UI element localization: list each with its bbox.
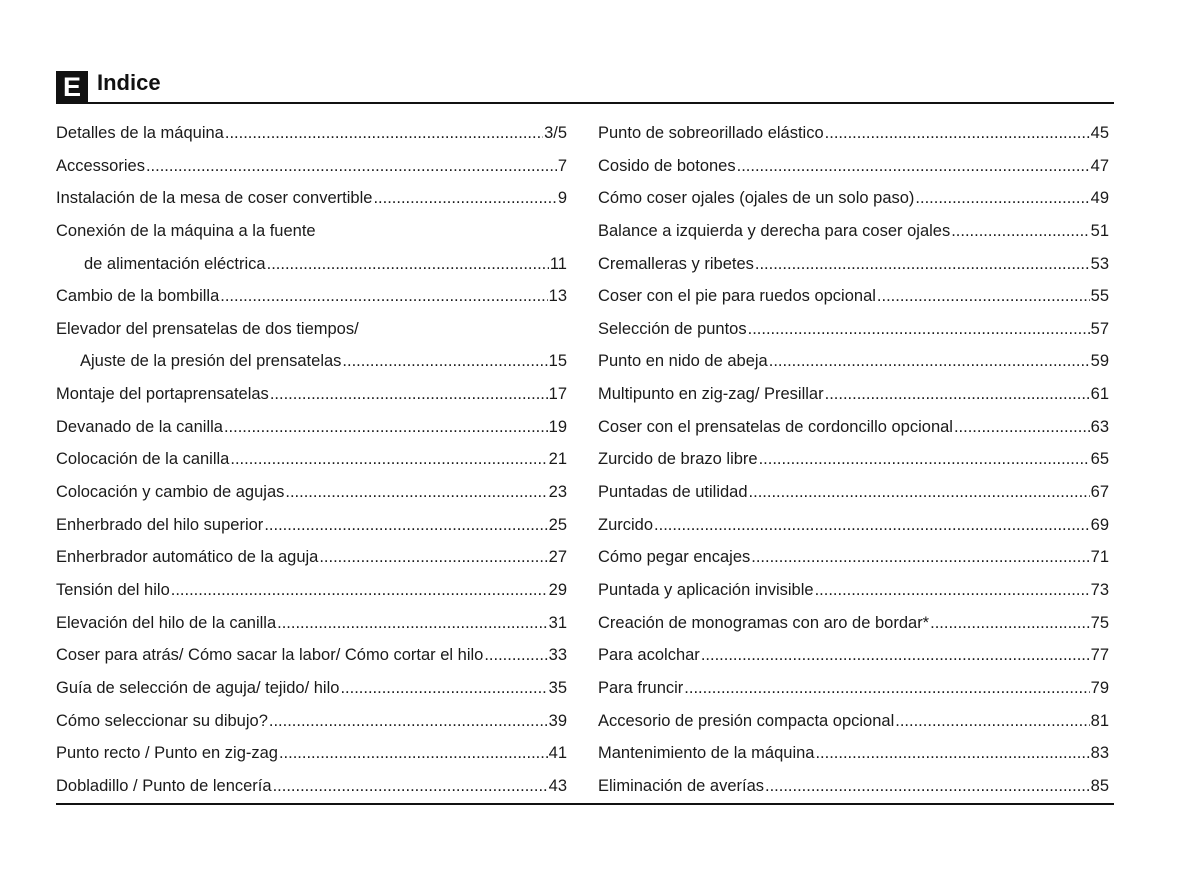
toc-entry-label: Instalación de la mesa de coser convertible <box>56 189 373 208</box>
toc-entry-page: 51 <box>1090 221 1109 240</box>
toc-entry-page: 15 <box>548 352 567 371</box>
toc-entry-label: Accessories <box>56 156 145 175</box>
toc-entry-page: 81 <box>1090 711 1109 730</box>
toc-entry[interactable] <box>598 574 1109 607</box>
toc-entry-label: Cómo pegar encajes <box>598 548 751 567</box>
page-title: Indice <box>97 70 161 95</box>
toc-entry-label: Elevador del prensatelas de dos tiempos/ <box>56 319 359 338</box>
toc-entry-label: Selección de puntos <box>598 319 747 338</box>
toc-leader-dots <box>815 737 1089 770</box>
toc-leader-dots <box>270 378 548 411</box>
language-badge: E <box>56 71 88 102</box>
toc-entry[interactable] <box>56 280 567 313</box>
toc-entry-label: Puntadas de utilidad <box>598 483 748 502</box>
toc-entry[interactable] <box>56 737 567 770</box>
toc-leader-dots <box>340 672 547 705</box>
toc-entry[interactable] <box>598 411 1109 444</box>
toc-entry-page: 21 <box>548 450 567 469</box>
toc-leader-dots <box>171 574 548 607</box>
toc-leader-dots <box>484 639 547 672</box>
toc-entry-label: Detalles de la máquina <box>56 124 224 142</box>
toc-leader-dots <box>654 509 1090 542</box>
toc-entry-label: Eliminación de averías <box>598 776 764 795</box>
toc-entry-label: Para fruncir <box>598 678 684 697</box>
toc-entry-label: Cosido de botones <box>598 156 736 175</box>
toc-right-column <box>598 117 1109 802</box>
toc-entry-page: 67 <box>1090 483 1109 502</box>
toc-entry-page: 65 <box>1090 450 1109 469</box>
toc-entry-page: 29 <box>548 580 567 599</box>
toc-entry-page: 41 <box>548 744 567 763</box>
toc-entry-label: Tensión del hilo <box>56 580 170 599</box>
toc-entry[interactable] <box>56 182 567 215</box>
toc-leader-dots <box>220 280 547 313</box>
toc-entry-page: 11 <box>549 254 567 273</box>
toc-leader-dots <box>765 770 1090 803</box>
toc-entry-page: 3/5 <box>544 124 567 142</box>
index-header <box>56 70 1114 104</box>
toc-entry[interactable] <box>56 639 567 672</box>
toc-entry-page: 39 <box>548 711 567 730</box>
toc-entry[interactable] <box>56 411 567 444</box>
toc-entry[interactable] <box>56 607 567 640</box>
toc-entry-page: 57 <box>1090 319 1109 338</box>
toc-leader-dots <box>825 378 1090 411</box>
toc-leader-dots <box>230 443 547 476</box>
toc-entry[interactable] <box>56 705 567 738</box>
toc-entry[interactable] <box>598 280 1109 313</box>
toc-entry[interactable] <box>56 313 567 346</box>
toc-entry-label: Mantenimiento de la máquina <box>598 744 815 763</box>
toc-leader-dots <box>759 443 1090 476</box>
toc-entry[interactable] <box>56 574 567 607</box>
toc-entry[interactable] <box>56 248 567 281</box>
toc-entry[interactable] <box>598 607 1109 640</box>
toc-leader-dots <box>951 215 1089 248</box>
toc-leader-dots <box>146 150 557 183</box>
toc-leader-dots <box>825 117 1090 150</box>
toc-leader-dots <box>769 345 1090 378</box>
toc-entry-page: 71 <box>1090 548 1109 567</box>
toc-leader-dots <box>748 313 1090 346</box>
toc-entry-page: 83 <box>1090 744 1109 763</box>
toc-entry-page: 47 <box>1090 156 1109 175</box>
toc-entry-label: Accesorio de presión compacta opcional <box>598 711 895 730</box>
toc-leader-dots <box>737 150 1090 183</box>
toc-leader-dots <box>815 574 1090 607</box>
toc-leader-dots <box>373 182 556 215</box>
toc-leader-dots <box>877 280 1090 313</box>
toc-entry-page: 69 <box>1090 515 1109 534</box>
toc-entry[interactable] <box>56 150 567 183</box>
toc-entry[interactable] <box>598 443 1109 476</box>
toc-leader-dots <box>755 248 1090 281</box>
toc-leader-dots <box>264 509 547 542</box>
toc-entry-label: Cómo seleccionar su dibujo? <box>56 711 268 730</box>
toc-entry-label: Enherbrador automático de la aguja <box>56 548 319 567</box>
toc-leader-dots <box>954 411 1090 444</box>
toc-leader-dots <box>342 345 547 378</box>
toc-entry-page: 19 <box>548 417 567 436</box>
toc-entry-label: Conexión de la máquina a la fuente <box>56 221 316 240</box>
toc-entry-label: Montaje del portaprensatelas <box>56 385 269 404</box>
toc-entry-page: 59 <box>1090 352 1109 371</box>
toc-left-column <box>56 117 567 802</box>
toc-entry-page: 33 <box>548 646 567 665</box>
toc-entry-page: 61 <box>1090 385 1109 404</box>
toc-entry[interactable] <box>598 248 1109 281</box>
toc-entry[interactable] <box>598 378 1109 411</box>
toc-entry[interactable] <box>56 378 567 411</box>
toc-entry[interactable] <box>598 117 1109 150</box>
toc-entry-label: Balance a izquierda y derecha para coser ojales <box>598 221 951 240</box>
toc-entry[interactable] <box>598 345 1109 378</box>
toc-leader-dots <box>701 639 1090 672</box>
toc-entry-label: Zurcido de brazo libre <box>598 450 758 469</box>
toc-entry-label: Creación de monogramas con aro de bordar* <box>598 613 930 632</box>
toc-leader-dots <box>895 705 1089 738</box>
toc-leader-dots <box>273 770 548 803</box>
toc-leader-dots <box>684 672 1089 705</box>
toc-entry-label: de alimentación eléctrica <box>84 254 266 273</box>
toc-entry-label: Punto de sobreorillado elástico <box>598 124 824 142</box>
toc-leader-dots <box>267 248 549 281</box>
toc-leader-dots <box>915 182 1089 215</box>
toc-entry-page: 13 <box>548 287 567 306</box>
toc-entry-label: Cremalleras y ribetes <box>598 254 754 273</box>
toc-entry[interactable] <box>598 639 1109 672</box>
toc-entry[interactable] <box>56 541 567 574</box>
toc-entry-label: Ajuste de la presión del prensatelas <box>80 352 342 371</box>
toc-leader-dots <box>279 737 548 770</box>
toc-entry[interactable] <box>598 150 1109 183</box>
toc-leader-dots <box>319 541 547 574</box>
toc-entry-label: Coser con el pie para ruedos opcional <box>598 287 876 306</box>
toc-entry-page: 73 <box>1090 580 1109 599</box>
toc-entry[interactable] <box>56 672 567 705</box>
toc-entry-label: Cambio de la bombilla <box>56 287 220 306</box>
toc-entry[interactable] <box>56 215 567 248</box>
toc-leader-dots <box>749 476 1090 509</box>
toc-entry-page: 53 <box>1090 254 1109 273</box>
toc-entry-label: Colocación de la canilla <box>56 450 230 469</box>
toc-entry[interactable] <box>598 509 1109 542</box>
toc-entry[interactable] <box>598 672 1109 705</box>
toc-entry-label: Elevación del hilo de la canilla <box>56 613 277 632</box>
toc-entry-page: 49 <box>1090 189 1109 208</box>
toc-entry-label: Devanado de la canilla <box>56 417 223 436</box>
toc-entry-page: 79 <box>1090 678 1109 697</box>
toc-leader-dots <box>277 607 548 640</box>
toc-entry[interactable] <box>56 117 567 150</box>
toc-entry[interactable] <box>56 476 567 509</box>
toc-entry-label: Colocación y cambio de agujas <box>56 483 285 502</box>
toc-entry-page: 45 <box>1090 124 1109 142</box>
toc-entry[interactable] <box>598 182 1109 215</box>
toc-entry[interactable] <box>598 476 1109 509</box>
toc-entry-label: Coser con el prensatelas de cordoncillo opcional <box>598 417 953 436</box>
toc-entry-label: Guía de selección de aguja/ tejido/ hilo <box>56 678 340 697</box>
toc-entry-label: Multipunto en zig-zag/ Presillar <box>598 385 824 404</box>
toc-entry-page: 43 <box>548 776 567 795</box>
toc-entry[interactable] <box>598 215 1109 248</box>
toc-entry-label: Dobladillo / Punto de lencería <box>56 776 272 795</box>
toc-entry-label: Para acolchar <box>598 646 700 665</box>
toc-entry[interactable] <box>598 737 1109 770</box>
toc-entry-page: 27 <box>548 548 567 567</box>
toc-leader-dots <box>930 607 1090 640</box>
toc-entry[interactable] <box>56 345 567 378</box>
toc-entry-page: 9 <box>557 189 567 208</box>
toc-leader-dots <box>751 541 1089 574</box>
toc-entry[interactable] <box>598 770 1109 803</box>
toc-entry-page: 7 <box>557 156 567 175</box>
toc-leader-dots <box>285 476 547 509</box>
toc-leader-dots <box>269 705 548 738</box>
toc-entry[interactable] <box>56 443 567 476</box>
toc-entry-page: 35 <box>548 678 567 697</box>
toc-entry[interactable] <box>56 509 567 542</box>
toc-entry-label: Cómo coser ojales (ojales de un solo paso) <box>598 189 915 208</box>
toc-entry[interactable] <box>598 705 1109 738</box>
toc-entry-label: Punto en nido de abeja <box>598 352 768 371</box>
toc-entry[interactable] <box>598 313 1109 346</box>
bottom-rule <box>56 803 1114 805</box>
toc-entry-page: 63 <box>1090 417 1109 436</box>
toc-entry[interactable] <box>598 541 1109 574</box>
toc-entry-page: 25 <box>548 515 567 534</box>
toc-entry-page: 55 <box>1090 287 1109 306</box>
toc-entry-label: Puntada y aplicación invisible <box>598 580 814 599</box>
toc-entry-page: 75 <box>1090 613 1109 632</box>
toc-leader-dots <box>225 117 543 150</box>
toc-entry-label: Enherbrado del hilo superior <box>56 515 264 534</box>
toc-entry-label: Zurcido <box>598 515 654 534</box>
toc-entry-page: 31 <box>548 613 567 632</box>
toc-entry-page: 17 <box>548 385 567 404</box>
toc-entry-page: 23 <box>548 483 567 502</box>
toc-entry-page: 77 <box>1090 646 1109 665</box>
toc-entry[interactable] <box>56 770 567 803</box>
toc-entry-label: Coser para atrás/ Cómo sacar la labor/ Cómo cortar el hilo <box>56 646 484 665</box>
toc-leader-dots <box>224 411 548 444</box>
toc-entry-label: Punto recto / Punto en zig-zag <box>56 744 278 763</box>
toc-entry-page: 85 <box>1090 776 1109 795</box>
